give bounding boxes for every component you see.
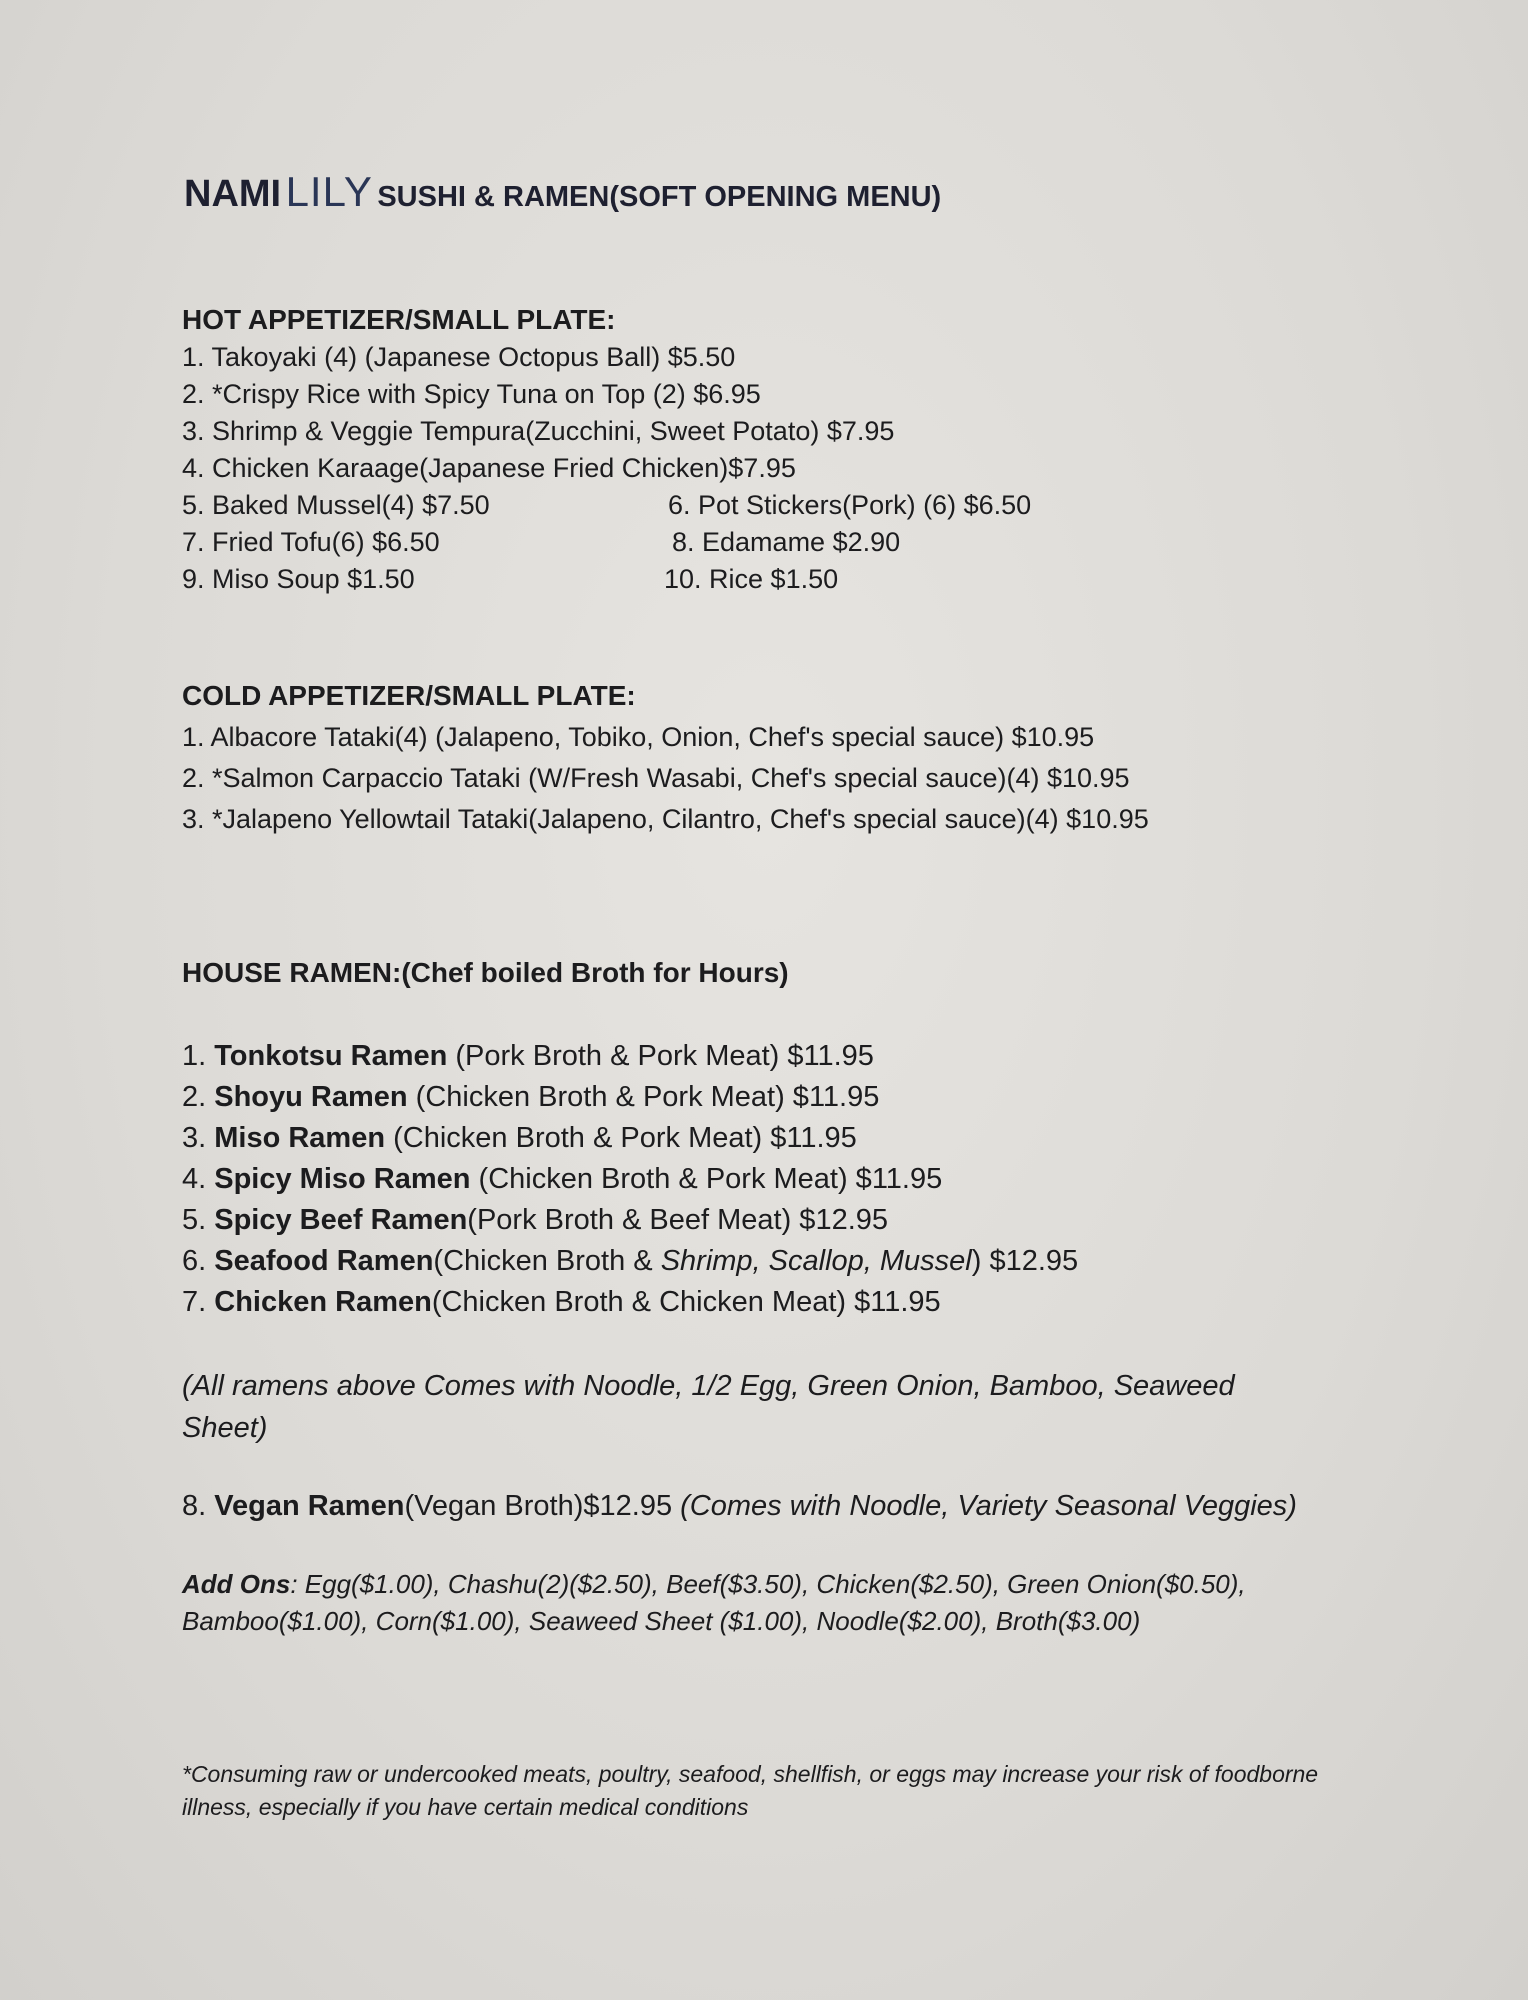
ramen-item-desc: (Vegan Broth)$12.95 xyxy=(404,1490,681,1522)
ramen-item-desc: ) $12.95 xyxy=(971,1245,1079,1277)
ramen-item-name: Chicken Ramen xyxy=(214,1286,432,1318)
hot-item: 2. *Crispy Rice with Spicy Tuna on Top (2) $6.95 xyxy=(182,379,761,409)
hot-item: 3. Shrimp & Veggie Tempura(Zucchini, Sweet Potato) $7.95 xyxy=(182,416,895,446)
cold-item: 2. *Salmon Carpaccio Tataki (W/Fresh Wasabi, Chef's special sauce)(4) $10.95 xyxy=(182,763,1130,793)
ramen-item xyxy=(182,1081,879,1114)
hot-item: 9. Miso Soup $1.50 xyxy=(182,564,415,594)
ramen-item-desc: (Pork Broth & Beef Meat) $12.95 xyxy=(467,1204,889,1236)
food-safety-disclaimer: *Consuming raw or undercooked meats, poultry, seafood, shellfish, or eggs may increase your risk of foodborne illness, especially if you have certain medical conditions xyxy=(182,1761,1319,1820)
menu-subtitle: SUSHI & RAMEN(SOFT OPENING MENU) xyxy=(377,181,942,213)
ramen-item xyxy=(182,1286,941,1319)
hot-appetizer-heading: HOT APPETIZER/SMALL PLATE: xyxy=(182,304,616,335)
brand-name-2: LILY xyxy=(285,168,373,215)
add-ons xyxy=(182,1566,1362,1640)
ramen-item-name: Spicy Miso Ramen xyxy=(214,1163,471,1195)
vegan-ramen-item xyxy=(182,1490,1297,1523)
ramen-item-num: 4. xyxy=(182,1163,215,1195)
ramen-note: (All ramens above Comes with Noodle, 1/2 Egg, Green Onion, Bamboo, Seaweed Sheet) xyxy=(182,1370,1235,1444)
ramen-item-num: 8. xyxy=(182,1490,215,1522)
ramen-item-desc: (Chicken Broth & Chicken Meat) $11.95 xyxy=(431,1286,941,1318)
hot-item: 1. Takoyaki (4) (Japanese Octopus Ball) $5.50 xyxy=(182,342,736,372)
add-ons-label: Add Ons xyxy=(182,1569,291,1599)
cold-item: 3. *Jalapeno Yellowtail Tataki(Jalapeno, Cilantro, Chef's special sauce)(4) $10.95 xyxy=(182,804,1149,834)
add-ons-text: : Egg($1.00), Chashu(2)($2.50), Beef($3.50), Chicken($2.50), Green Onion($0.50), Bamboo($1.00), Corn($1.00), Seaweed Sheet ($1.00), Noodle($2.00), Broth($3.00) xyxy=(182,1569,1246,1636)
ramen-item-italic: Shrimp, Scallop, Mussel xyxy=(660,1245,972,1277)
cold-item: 1. Albacore Tataki(4) (Jalapeno, Tobiko, Onion, Chef's special sauce) $10.95 xyxy=(182,722,1095,752)
ramen-item-name: Spicy Beef Ramen xyxy=(214,1204,468,1236)
ramen-item-desc: (Chicken Broth & Pork Meat) $11.95 xyxy=(385,1122,857,1154)
house-ramen-heading: HOUSE RAMEN:(Chef boiled Broth for Hours) xyxy=(182,957,789,988)
ramen-item-num: 1. xyxy=(182,1040,215,1072)
ramen-item-name: Seafood Ramen xyxy=(214,1245,434,1277)
ramen-item xyxy=(182,1122,857,1155)
ramen-item xyxy=(182,1163,942,1196)
ramen-item-num: 2. xyxy=(182,1081,215,1113)
ramen-item-num: 3. xyxy=(182,1122,215,1154)
ramen-item-name: Shoyu Ramen xyxy=(214,1081,408,1113)
hot-item: 10. Rice $1.50 xyxy=(664,564,839,594)
ramen-item-num: 5. xyxy=(182,1204,215,1236)
ramen-item-desc: (Chicken Broth & Pork Meat) $11.95 xyxy=(407,1081,880,1113)
cold-appetizer-heading: COLD APPETIZER/SMALL PLATE: xyxy=(182,680,636,711)
ramen-item-name: Tonkotsu Ramen xyxy=(214,1040,448,1072)
ramen-item xyxy=(182,1245,1078,1278)
hot-item: 6. Pot Stickers(Pork) (6) $6.50 xyxy=(668,490,1032,520)
hot-item: 7. Fried Tofu(6) $6.50 xyxy=(182,527,440,557)
ramen-item-name: Vegan Ramen xyxy=(214,1490,405,1522)
ramen-item-num: 6. xyxy=(182,1245,215,1277)
ramen-item-desc: (Chicken Broth & xyxy=(433,1245,661,1277)
ramen-item xyxy=(182,1204,888,1237)
hot-item: 8. Edamame $2.90 xyxy=(672,527,901,557)
ramen-item-name: Miso Ramen xyxy=(214,1122,386,1154)
menu-title xyxy=(184,168,941,216)
ramen-item-italic: (Comes with Noodle, Variety Seasonal Veggies) xyxy=(680,1490,1297,1522)
ramen-item-num: 7. xyxy=(182,1286,215,1318)
ramen-item-desc: (Pork Broth & Pork Meat) $11.95 xyxy=(447,1040,874,1072)
brand-name-1: NAMI xyxy=(184,173,282,215)
ramen-item-desc: (Chicken Broth & Pork Meat) $11.95 xyxy=(470,1163,943,1195)
hot-item: 4. Chicken Karaage(Japanese Fried Chicken)$7.95 xyxy=(182,453,796,483)
hot-item: 5. Baked Mussel(4) $7.50 xyxy=(182,490,490,520)
ramen-item xyxy=(182,1040,874,1073)
